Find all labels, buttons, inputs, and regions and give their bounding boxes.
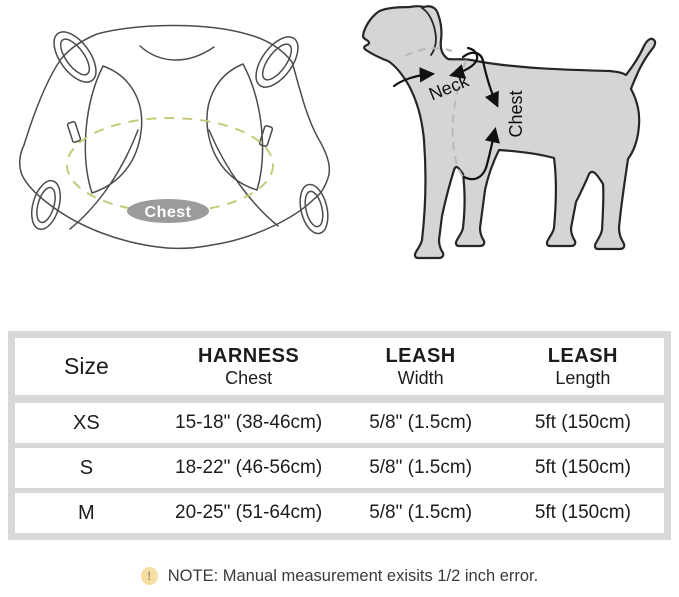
harness-neck-seam xyxy=(140,46,214,60)
cell-leash-length: 5ft (150cm) xyxy=(534,412,631,433)
column-subtitle: Width xyxy=(397,367,444,388)
cell-size: XS xyxy=(73,411,100,434)
column-subtitle: Length xyxy=(555,367,611,388)
cell-size: M xyxy=(78,501,95,524)
exclamation-icon: ! xyxy=(141,567,158,585)
dog-measurement-diagram xyxy=(340,0,679,300)
cell-leash-width: 5/8" (1.5cm) xyxy=(369,502,473,523)
column-title: HARNESS xyxy=(197,344,300,367)
table-row xyxy=(15,448,664,488)
size-table-header xyxy=(15,338,664,395)
note-text: NOTE: Manual measurement exisits 1/2 inch error. xyxy=(167,566,539,585)
harness-right-ring xyxy=(296,182,333,237)
column-header-leash-length xyxy=(548,345,618,389)
chest-girth-dashed-ellipse xyxy=(67,118,273,212)
column-title: LEASH xyxy=(385,344,456,367)
table-row xyxy=(15,493,664,533)
neck-label: Neck xyxy=(425,70,472,105)
cell-harness-chest: 20-25" (51-64cm) xyxy=(175,502,323,523)
size-table xyxy=(8,331,671,540)
note-bar xyxy=(0,563,679,589)
cell-leash-width: 5/8" (1.5cm) xyxy=(369,457,473,478)
column-subtitle: Chest xyxy=(225,367,273,388)
chest-label: Chest xyxy=(506,90,526,138)
harness-left-slot xyxy=(67,121,81,142)
cell-leash-width: 5/8" (1.5cm) xyxy=(369,412,473,433)
column-header-size: Size xyxy=(64,353,109,379)
cell-harness-chest: 18-22" (46-56cm) xyxy=(175,457,323,478)
column-header-leash-width xyxy=(385,345,455,389)
cell-harness-chest: 15-18" (38-46cm) xyxy=(175,412,323,433)
cell-leash-length: 5ft (150cm) xyxy=(534,457,631,478)
column-header-harness xyxy=(198,345,299,389)
column-title: LEASH xyxy=(547,344,618,367)
harness-left-ring xyxy=(27,177,66,232)
harness-diagram xyxy=(0,0,340,300)
harness-left-armhole xyxy=(85,66,141,193)
table-row xyxy=(15,403,664,443)
chest-badge-label: Chest xyxy=(144,204,192,221)
harness-left-strap xyxy=(70,130,138,229)
harness-right-shoulder-loop xyxy=(248,30,306,95)
harness-right-armhole xyxy=(207,64,263,190)
cell-size: S xyxy=(79,456,94,479)
cell-leash-length: 5ft (150cm) xyxy=(534,502,631,523)
